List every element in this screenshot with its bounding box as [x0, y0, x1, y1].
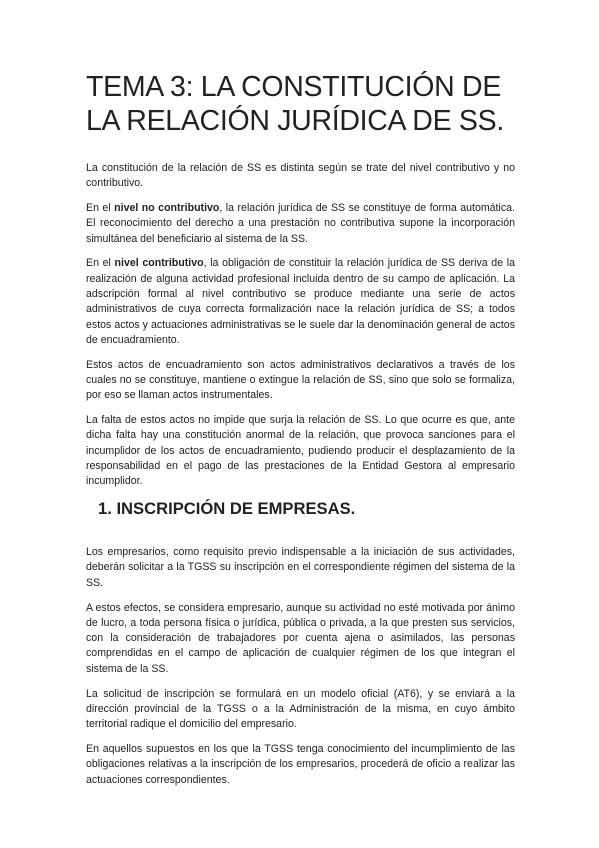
nc-pre-text: En el	[86, 202, 115, 215]
actos-paragraph: Estos actos de encuadramiento son actos administrativos declarativos a través de los cuales no se constituye, mantiene o extingue la relación de SS, sino que solo se formaliza, por eso se llaman actos instrumentales.	[86, 358, 515, 402]
falta-paragraph: La falta de estos actos no impide que surja la relación de SS. Lo que ocurre es que, ante dicha falta hay una constitución anormal de la relación, que provoca sanciones para el incumplidor de los actos de encuadramiento, pudiendo producir el desplazamiento de la responsabilidad en el pago de las prestaciones de la Entidad Gestora al empresario incumplidor.	[86, 414, 515, 488]
section-paragraph-3: La solicitud de inscripción se formulará en un modelo oficial (AT6), y se enviará a la dirección provincial de la TGSS o a la Administración de la misma, en cuyo ámbito territorial radique el domicilio del empresario.	[86, 687, 515, 731]
title-line-2: LA RELACIÓN JURÍDICA DE SS.	[86, 105, 504, 137]
c-bold-term: nivel contributivo	[114, 257, 204, 270]
intro-paragraph: La constitución de la relación de SS es distinta según se trate del nivel contributivo y no contributivo.	[86, 162, 515, 190]
section-paragraph-1: Los empresarios, como requisito previo indispensable a la iniciación de sus actividades, deberán solicitar a la TGSS su inscripción en el correspondiente régimen del sistema de la SS.	[86, 546, 515, 589]
document-page	[86, 70, 515, 797]
section-paragraph-4: En aquellos supuestos en los que la TGSS tenga conocimiento del incumplimiento de las obligaciones relativas a la inscripción de los empresarios, procederá de oficio a realizar las actuaciones correspondientes.	[86, 742, 515, 786]
contributive-paragraph	[86, 256, 515, 348]
section-heading: 1. INSCRIPCIÓN DE EMPRESAS.	[98, 499, 356, 519]
nc-bold-term: nivel no contributivo	[114, 202, 220, 215]
c-post-text: , la obligación de constituir la relación jurídica de SS deriva de la realización de alguna actividad profesional incluida dentro de su campo de aplicación. La adscripción formal al nivel contributivo se produce mediante una serie de actos administrativos de cuya correcta formalización nace la relación jurídica de SS; a todos estos actos y actuaciones administrativas se le suele dar la denominación general de actos de encuadramiento.	[86, 257, 515, 346]
title-line-1: TEMA 3: LA CONSTITUCIÓN DE	[86, 71, 502, 103]
c-pre-text: En el	[86, 257, 115, 270]
page-title	[86, 70, 515, 138]
section-paragraph-2: A estos efectos, se considera empresario, aunque su actividad no esté motivada por ánimo de lucro, a toda persona física o jurídica, pública o privada, a la que presten sus servicios, con la consideración de trabajadores por cuenta ajena o asimilados, las personas comprendidas en el campo de aplicación de cualquier régimen de los que integran el sistema de la SS.	[86, 601, 515, 675]
nc-post-text: , la relación jurídica de SS se constituye de forma automática. El reconocimiento del derecho a una prestación no contributiva supone la incorporación simultánea del beneficiario al sistema de la SS.	[86, 202, 515, 245]
non-contributive-paragraph	[86, 201, 515, 247]
